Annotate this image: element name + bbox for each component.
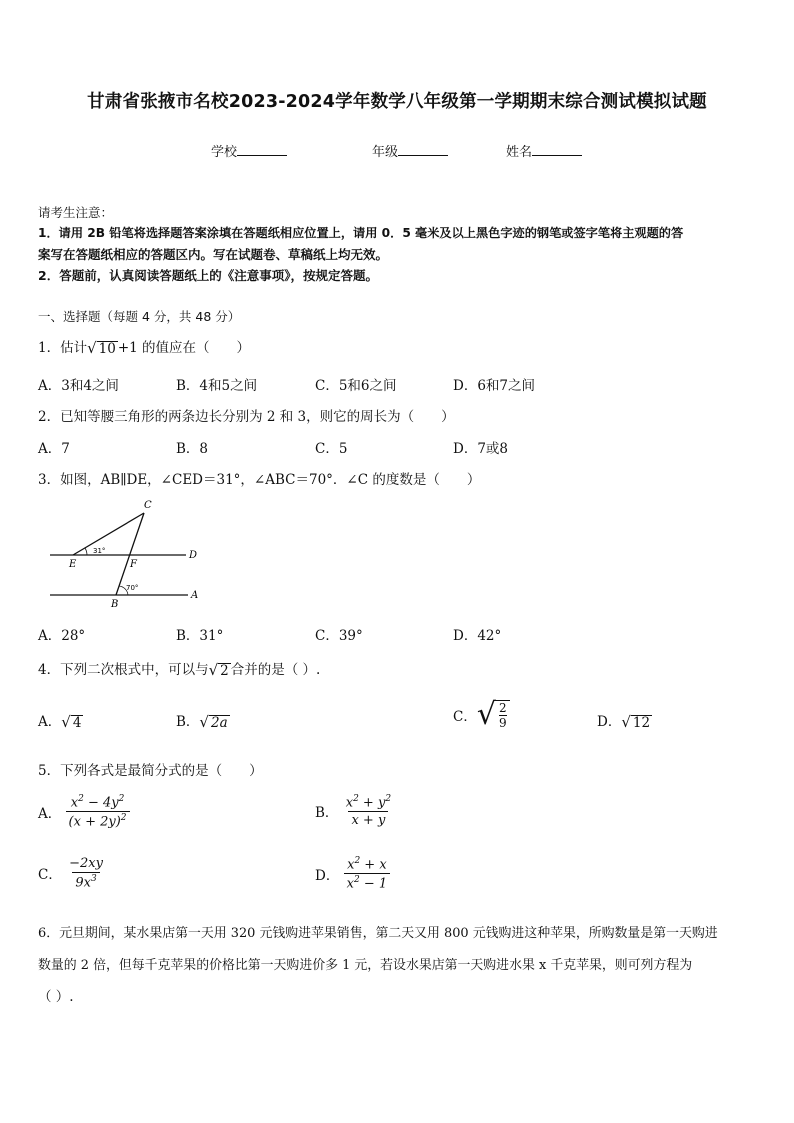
segment-cb (116, 513, 144, 595)
q2-option-a[interactable]: A．7 (38, 441, 70, 457)
q4-option-b[interactable] (176, 710, 230, 730)
q1-sqrt: √ 10 (87, 339, 116, 358)
name-label: 姓名 (506, 145, 533, 160)
q1-option-b[interactable]: B．4和5之间 (176, 378, 258, 394)
q4-option-d-radicand: 12 (632, 714, 651, 731)
q4-option-a-radicand: 4 (72, 714, 82, 731)
school-label: 学校 (211, 145, 238, 160)
q4-option-d-sqrt: √ 12 (621, 713, 651, 732)
q4-prefix: 4．下列二次根式中，可以与 (38, 662, 209, 678)
q4-option-b-label: B． (176, 714, 200, 730)
q4-sqrt: √ 2 (208, 661, 229, 680)
q3-option-c[interactable]: C．39° (315, 628, 363, 644)
label-d: D (189, 550, 198, 561)
label-f: F (130, 559, 137, 570)
q4-option-c-denominator: 9 (498, 716, 507, 730)
q4-radicand: 2 (220, 662, 229, 679)
school-blank[interactable] (237, 143, 287, 156)
question-2: 2．已知等腰三角形的两条边长分别为 2 和 3，则它的周长为（ ） (38, 409, 455, 425)
q2-option-c[interactable]: C．5 (315, 441, 348, 457)
q4-option-a[interactable] (38, 710, 83, 730)
q4-option-b-radicand: 2a (210, 714, 228, 731)
exam-title: 甘肃省张掖市名校2023-2024学年数学八年级第一学期期末综合测试模拟试题 (87, 92, 707, 112)
question-6-line1: 6．元旦期间，某水果店第一天用 320 元钱购进苹果销售，第二天又用 800 元钱购进这种苹果，所购数量是第一天购进 (38, 926, 718, 941)
q4-option-d-label: D． (597, 714, 622, 730)
q5-option-a-label: A． (38, 805, 62, 822)
label-c: C (144, 500, 152, 511)
question-3: 3．如图，AB∥DE，∠CED＝31°，∠ABC＝70°．∠C 的度数是（ ） (38, 472, 481, 488)
grade-blank[interactable] (398, 143, 448, 156)
segment-ec (73, 513, 144, 555)
q5-option-c[interactable] (38, 856, 106, 890)
school-field (211, 141, 287, 160)
q1-suffix: +1 的值应在（ ） (117, 340, 251, 356)
q5-option-a-fraction: $\frac{x^2 - 4y^2}{(x + 2y)^2}$ (66, 794, 130, 830)
q5-option-d-label: D． (315, 867, 340, 884)
q1-option-a[interactable]: A．3和4之间 (38, 378, 119, 394)
q5-option-a[interactable] (38, 794, 130, 830)
notice-item1-line1: 1．请用 2B 铅笔将选择题答案涂填在答题纸相应位置上，请用 0．5 毫米及以上黑色字迹的钢笔或签字笔将主观题的答 (38, 226, 684, 240)
question-5: 5．下列各式是最简分式的是（ ） (38, 763, 263, 779)
q3-option-b[interactable]: B．31° (176, 628, 224, 644)
q3-option-d[interactable]: D．42° (453, 628, 502, 644)
label-angle-70: 70° (126, 584, 139, 592)
angle-arc-e (85, 548, 87, 555)
q4-suffix: 合并的是（ ）. (230, 662, 321, 678)
question-6-line2: 数量的 2 倍，但每千克苹果的价格比第一天购进价多 1 元，若设水果店第一天购进水果 x 千克苹果，则可列方程为 (38, 958, 693, 973)
question-4 (38, 658, 320, 678)
label-e: E (69, 559, 77, 570)
q3-figure (40, 496, 210, 612)
q4-option-b-sqrt: √ 2a (199, 713, 228, 732)
notice-heading: 请考生注意： (38, 205, 114, 220)
q2-option-b[interactable]: B．8 (176, 441, 209, 457)
q5-option-c-fraction: $\frac{-2xy}{9x^3}$ (69, 856, 103, 891)
q5-option-b-fraction: $\frac{x^2 + y^2}{x + y}$ (345, 794, 392, 829)
label-b: B (111, 599, 119, 610)
q5-option-c-label: C． (38, 867, 62, 884)
grade-label: 年级 (372, 145, 399, 160)
q4-option-c-label: C． (453, 709, 477, 725)
name-field (506, 141, 582, 160)
question-6-line3: （ ）. (38, 989, 74, 1005)
section-heading: 一、选择题（每题 4 分，共 48 分） (38, 309, 241, 324)
q5-option-d-fraction: $\frac{x^2 + x}{x^2 - 1}$ (344, 856, 391, 892)
q4-option-a-sqrt: √ 4 (61, 713, 82, 732)
q4-option-d[interactable] (597, 710, 652, 730)
q5-option-b-label: B． (315, 805, 339, 822)
q3-option-a[interactable]: A．28° (38, 628, 86, 644)
q1-option-d[interactable]: D．6和7之间 (453, 378, 536, 394)
q4-option-c-numerator: 2 (498, 701, 507, 715)
q2-option-d[interactable]: D．7或8 (453, 441, 509, 457)
q4-option-c[interactable] (453, 697, 510, 732)
notice-item1-line2: 案写在答题纸相应的答题区内。写在试题卷、草稿纸上均无效。 (38, 247, 389, 262)
grade-field (372, 141, 448, 160)
question-1 (38, 336, 250, 356)
notice-item2: 2．答题前，认真阅读答题纸上的《注意事项》，按规定答题。 (38, 268, 378, 283)
q1-option-c[interactable]: C．5和6之间 (315, 378, 397, 394)
label-angle-31: 31° (93, 547, 106, 555)
q4-option-a-label: A． (38, 714, 62, 730)
q1-radicand: 10 (98, 340, 116, 357)
name-blank[interactable] (532, 143, 582, 156)
q1-prefix: 1．估计 (38, 340, 88, 356)
q5-option-b[interactable] (315, 794, 394, 828)
q5-option-d[interactable] (315, 856, 390, 892)
label-a: A (191, 590, 199, 601)
q4-option-c-sqrt: √ $\frac{2}{9}$ (477, 700, 510, 730)
